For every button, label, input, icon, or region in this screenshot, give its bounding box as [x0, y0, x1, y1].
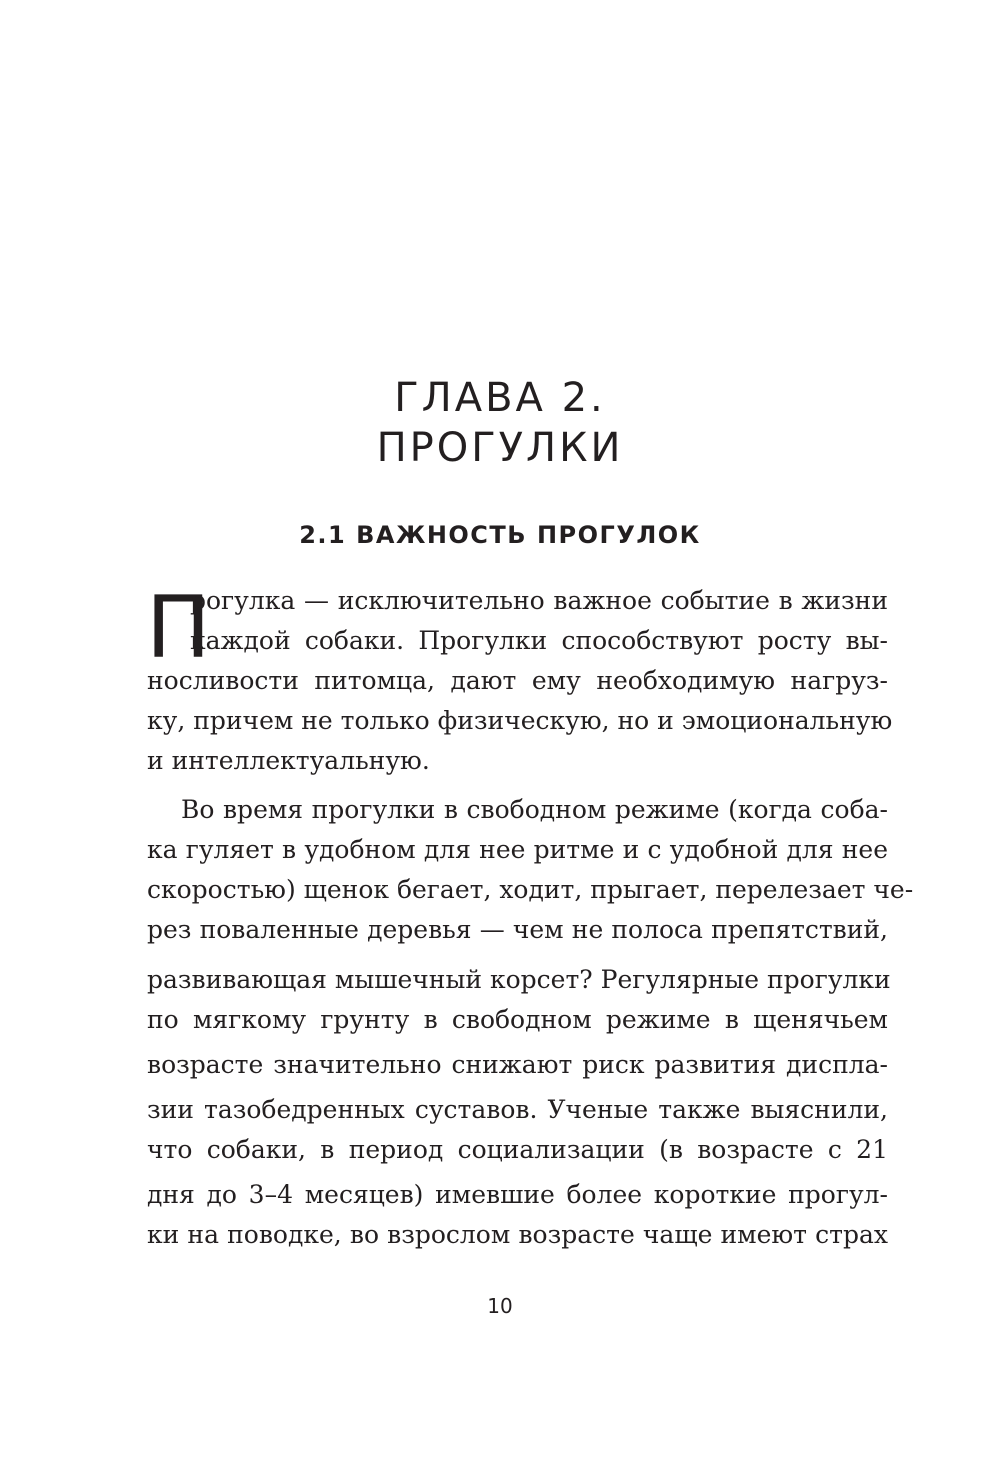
text-line: рез поваленные деревья — чем не полоса препятствий,	[147, 915, 888, 944]
drop-cap: П	[146, 578, 211, 678]
text-line: зии тазобедренных суставов. Ученые также выяснили,	[147, 1095, 888, 1124]
chapter-title-line-1: ГЛАВА 2.	[394, 375, 606, 421]
text-line: рогулка — исключительно важное событие в жизни	[190, 586, 888, 615]
chapter-title-line-2: ПРОГУЛКИ	[376, 425, 624, 471]
text-line: дня до 3–4 месяцев) имевшие более короткие прогул-	[147, 1180, 888, 1209]
text-line: каждой собаки. Прогулки способствуют росту вы-	[190, 626, 888, 655]
text-line: развивающая мышечный корсет? Регулярные прогулки	[147, 965, 891, 994]
text-line: ки на поводке, во взрослом возрасте чаще имеют страх	[147, 1220, 888, 1249]
text-line: ка гуляет в удобном для нее ритме и с удобной для нее	[147, 835, 888, 864]
text-line: Во время прогулки в свободном режиме (когда соба-	[181, 795, 888, 824]
text-line: носливости питомца, дают ему необходимую нагруз-	[147, 666, 888, 695]
page-number: 10	[487, 1294, 513, 1318]
text-line: возрасте значительно снижают риск развития диспла-	[147, 1050, 888, 1079]
text-line: скоростью) щенок бегает, ходит, прыгает, перелезает че-	[147, 875, 914, 904]
text-line: по мягкому грунту в свободном режиме в щенячьем	[147, 1005, 888, 1034]
text-line: и интеллектуальную.	[147, 746, 430, 775]
text-line: ку, причем не только физическую, но и эмоциональную	[147, 706, 893, 735]
section-heading: 2.1 ВАЖНОСТЬ ПРОГУЛОК	[299, 521, 701, 549]
text-line: что собаки, в период социализации (в возрасте с 21	[147, 1135, 888, 1164]
